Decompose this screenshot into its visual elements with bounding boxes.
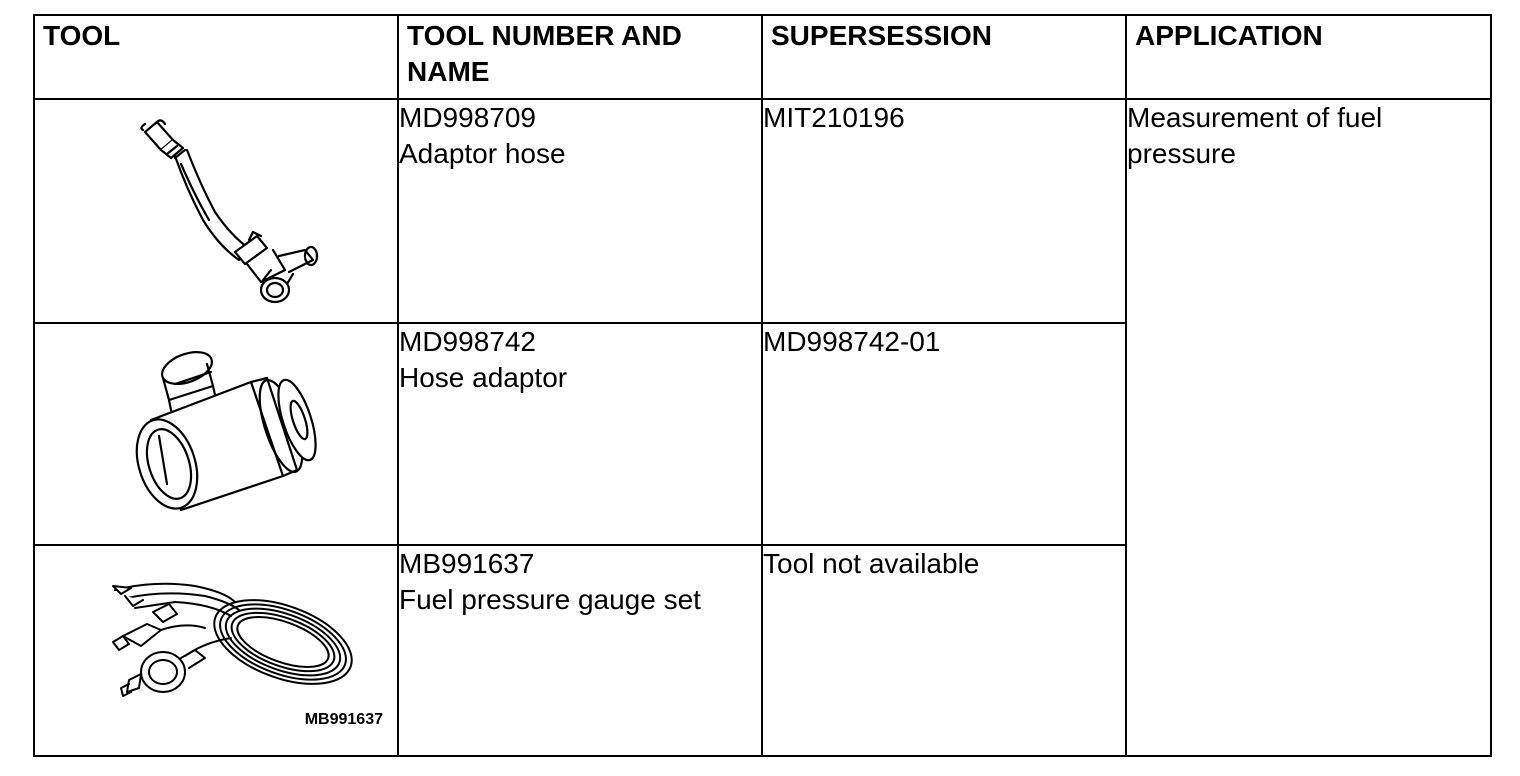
- table-header-row: [34, 15, 1491, 99]
- header-application: APPLICATION: [1126, 15, 1491, 99]
- tool-number: MB991637: [399, 548, 535, 579]
- supersession-cell: [762, 323, 1126, 545]
- adaptor-hose-illustration-icon: [35, 100, 395, 322]
- tool-image-cell: [34, 99, 398, 323]
- tool-image-cell: [34, 545, 398, 756]
- tool-name: Adaptor hose: [399, 138, 566, 169]
- tool-number-name-cell: [398, 99, 762, 323]
- application-cell: [1126, 99, 1491, 756]
- supersession-value: Tool not available: [763, 548, 980, 579]
- supersession-cell: [762, 99, 1126, 323]
- header-tool: TOOL: [34, 15, 398, 99]
- hose-adaptor-illustration-icon: [35, 324, 395, 544]
- header-tool-number-and-name: TOOL NUMBER AND NAME: [398, 15, 762, 99]
- tool-name: Fuel pressure gauge set: [399, 584, 701, 615]
- tool-name: Hose adaptor: [399, 362, 568, 393]
- special-tools-table: [33, 14, 1492, 757]
- header-supersession: SUPERSESSION: [762, 15, 1126, 99]
- supersession-value: MIT210196: [763, 102, 905, 133]
- tool-number-name-cell: [398, 323, 762, 545]
- supersession-cell: [762, 545, 1126, 756]
- figure-label: MB991637: [304, 711, 383, 728]
- supersession-value: MD998742-01: [763, 326, 941, 357]
- application-value: Measurement of fuel pressure: [1127, 102, 1383, 169]
- tool-number: MD998742: [399, 326, 536, 357]
- tool-image-cell: [34, 323, 398, 545]
- table-row: [34, 99, 1491, 323]
- tool-number-name-cell: [398, 545, 762, 756]
- tool-number: MD998709: [399, 102, 536, 133]
